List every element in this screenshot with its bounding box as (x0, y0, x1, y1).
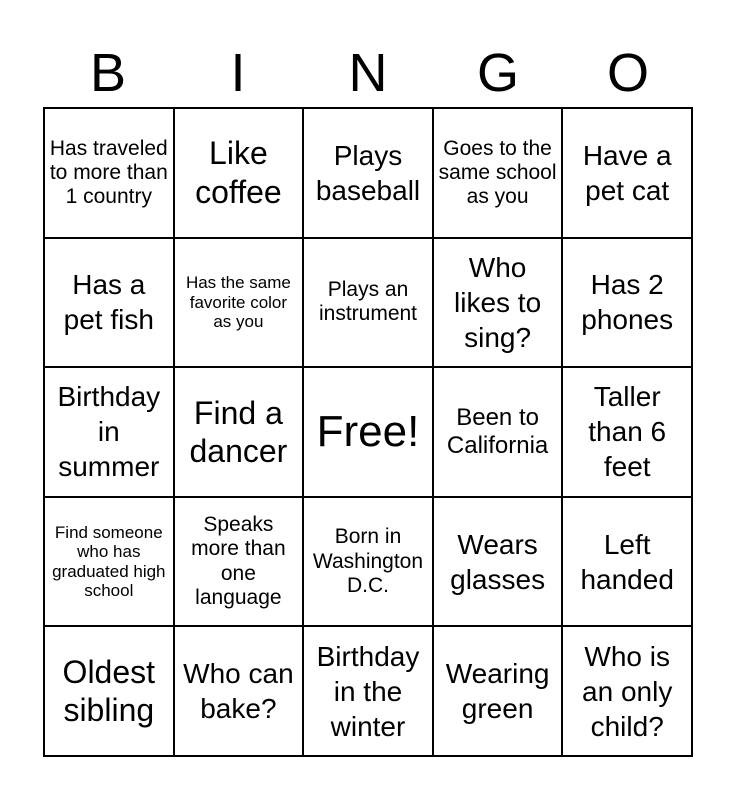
bingo-cell[interactable]: Plays baseball (304, 109, 434, 239)
bingo-cell[interactable]: Wears glasses (434, 498, 564, 628)
bingo-cell[interactable]: Born in Washington D.C. (304, 498, 434, 628)
bingo-cell[interactable]: Has the same favorite color as you (175, 239, 305, 369)
header-letter-o: O (606, 43, 649, 103)
bingo-cell[interactable]: Who is an only child? (563, 627, 693, 757)
bingo-cell[interactable]: Birthday in the winter (304, 627, 434, 757)
bingo-cell[interactable]: Has 2 phones (563, 239, 693, 369)
header-letter-g: G (476, 43, 519, 103)
bingo-cell[interactable]: Find a dancer (175, 368, 305, 498)
bingo-cell[interactable]: Plays an instrument (304, 239, 434, 369)
bingo-cell[interactable]: Has traveled to more than 1 country (45, 109, 175, 239)
bingo-cell[interactable]: Speaks more than one language (175, 498, 305, 628)
bingo-cell[interactable]: Find someone who has graduated high school (45, 498, 175, 628)
bingo-cell[interactable]: Taller than 6 feet (563, 368, 693, 498)
bingo-cell[interactable]: Oldest sibling (45, 627, 175, 757)
header-letter-n: N (348, 43, 388, 103)
bingo-cell[interactable]: Like coffee (175, 109, 305, 239)
header-letter-i: I (230, 43, 246, 103)
bingo-cell[interactable]: Left handed (563, 498, 693, 628)
bingo-header (43, 40, 693, 106)
bingo-cell[interactable]: Goes to the same school as you (434, 109, 564, 239)
bingo-cell[interactable]: Wearing green (434, 627, 564, 757)
bingo-cell[interactable]: Has a pet fish (45, 239, 175, 369)
free-space[interactable]: Free! (304, 368, 434, 498)
bingo-cell[interactable]: Birthday in summer (45, 368, 175, 498)
bingo-cell[interactable]: Who likes to sing? (434, 239, 564, 369)
bingo-card (43, 107, 693, 757)
bingo-cell[interactable]: Who can bake? (175, 627, 305, 757)
header-letter-b: B (89, 43, 127, 103)
bingo-cell[interactable]: Been to California (434, 368, 564, 498)
bingo-cell[interactable]: Have a pet cat (563, 109, 693, 239)
